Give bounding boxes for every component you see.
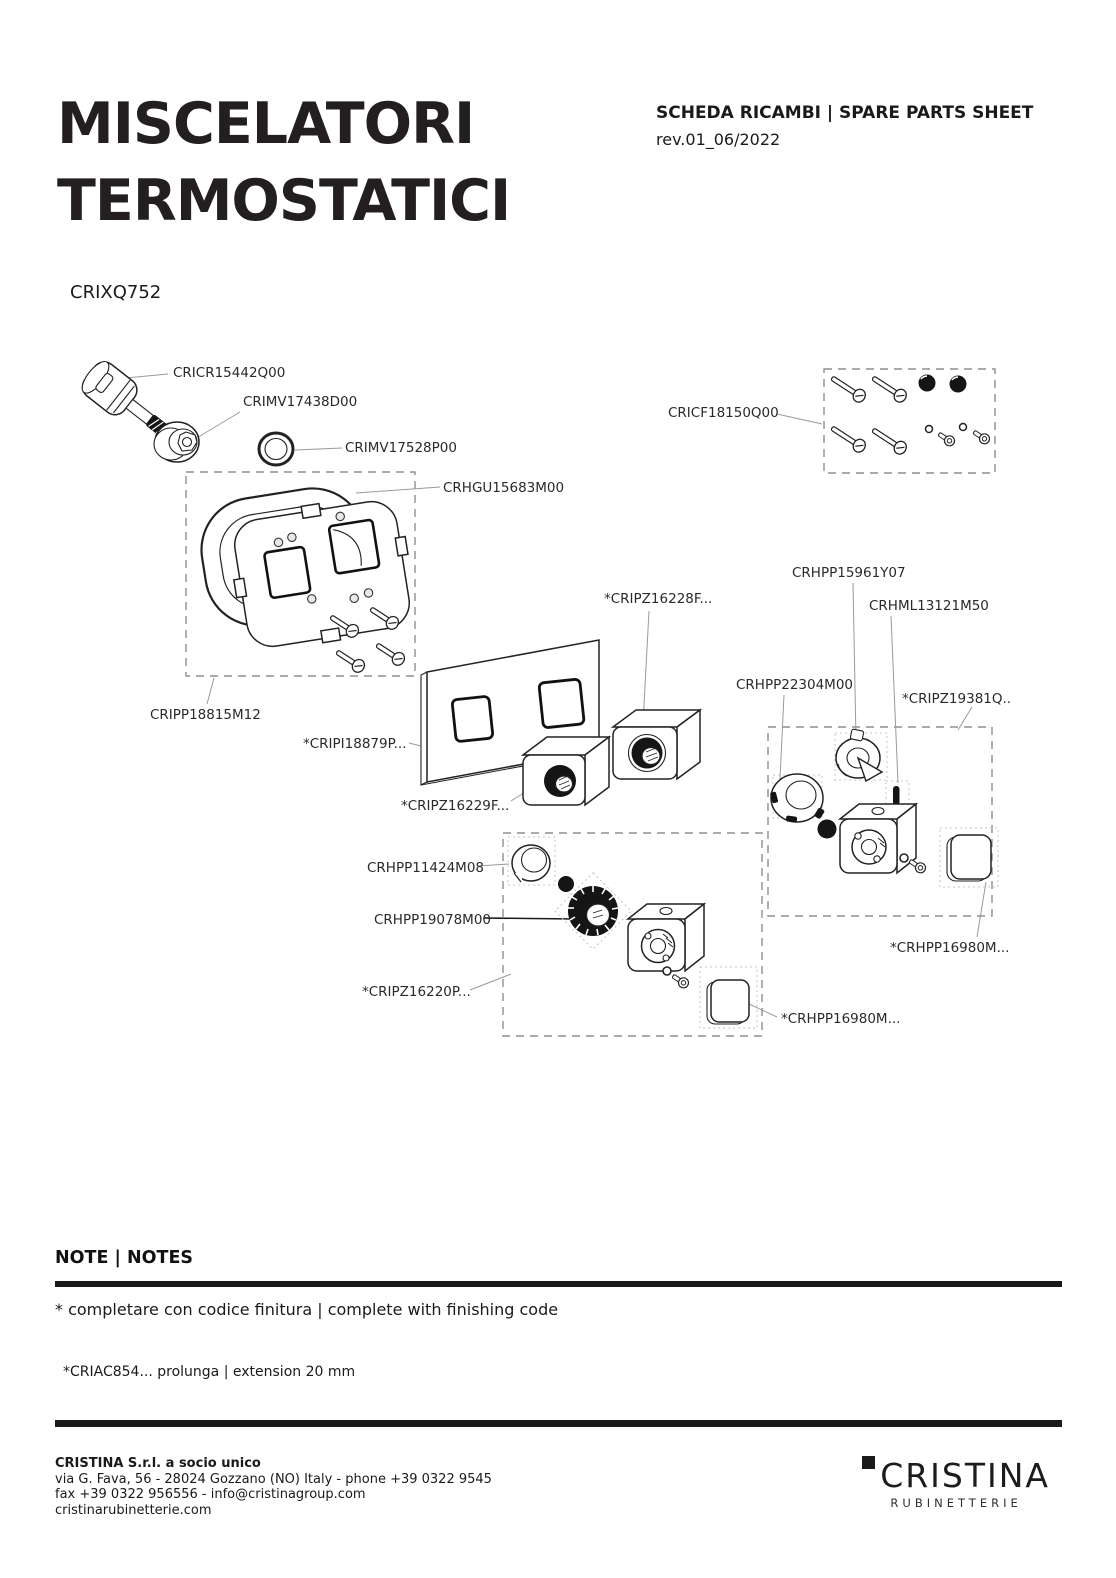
part-ribbed-disc bbox=[568, 886, 618, 936]
exploded-parts-diagram bbox=[0, 330, 1116, 1070]
part-square-cap-right bbox=[947, 835, 991, 881]
page-title bbox=[57, 86, 510, 240]
part-hexscrew-bottom bbox=[670, 972, 690, 990]
part-label-CRIPI18879P: *CRIPI18879P... bbox=[303, 736, 407, 752]
part-label-CRHPP22304M00: CRHPP22304M00 bbox=[736, 677, 854, 693]
part-seal-ring bbox=[259, 433, 293, 465]
notes-section bbox=[55, 1245, 1062, 1380]
logo-square-icon bbox=[862, 1456, 875, 1469]
part-disc-right bbox=[818, 820, 837, 839]
notes-heading: NOTE | NOTES bbox=[55, 1248, 194, 1268]
part-label-CRIMV17528P00: CRIMV17528P00 bbox=[345, 440, 457, 456]
part-label-CRHPP15961Y07: CRHPP15961Y07 bbox=[792, 565, 906, 581]
part-label-CRIPZ19381Q: *CRIPZ19381Q.. bbox=[902, 691, 1012, 707]
part-label-CRHPP16980M-bottom: *CRHPP16980M... bbox=[781, 1011, 901, 1027]
part-label-CRICR15442Q00: CRICR15442Q00 bbox=[173, 365, 286, 381]
part-ring-nut bbox=[154, 422, 199, 462]
part-handle-cube-16229 bbox=[523, 737, 609, 805]
part-clip bbox=[836, 729, 882, 781]
footer bbox=[55, 1456, 1062, 1518]
cristina-logo bbox=[862, 1456, 1050, 1510]
part-fixing-kit bbox=[828, 372, 991, 456]
part-disc-bottom bbox=[558, 876, 574, 892]
company-name: CRISTINA S.r.l. a socio unico bbox=[55, 1456, 261, 1471]
sheet-revision: rev.01_06/2022 bbox=[656, 130, 781, 149]
part-open-ring bbox=[512, 845, 550, 882]
notes-divider bbox=[55, 1281, 1062, 1287]
extension-note: *CRIAC854... prolunga | extension 20 mm bbox=[63, 1364, 356, 1380]
page-title-line2: TERMOSTATICI bbox=[57, 168, 511, 234]
part-body-cube-bottom bbox=[628, 904, 704, 971]
sheet-title: SCHEDA RICAMBI | SPARE PARTS SHEET bbox=[656, 103, 1034, 123]
product-code: CRIXQ752 bbox=[70, 282, 162, 303]
part-handle-cube-16228 bbox=[613, 710, 700, 779]
part-label-CRICF18150Q00: CRICF18150Q00 bbox=[668, 405, 779, 421]
finishing-code-note: * completare con codice finitura | complete with finishing code bbox=[55, 1300, 559, 1319]
sheet-info bbox=[656, 103, 1033, 149]
part-square-cap-bottom bbox=[707, 980, 749, 1024]
part-label-CRIPZ16220P: *CRIPZ16220P... bbox=[362, 984, 471, 1000]
part-label-CRIPP18815M12: CRIPP18815M12 bbox=[150, 707, 261, 723]
logo-text: CRISTINA bbox=[880, 1456, 1050, 1495]
company-website: cristinarubinetterie.com bbox=[55, 1502, 212, 1518]
part-oring-right bbox=[900, 854, 908, 862]
company-address: via G. Fava, 56 - 28024 Gozzano (NO) Italy - phone +39 0322 9545 bbox=[55, 1471, 492, 1487]
part-label-CRHPP16980M-right: *CRHPP16980M... bbox=[890, 940, 1010, 956]
part-mounting-plate bbox=[224, 491, 419, 655]
part-label-CRHGU15683M00: CRHGU15683M00 bbox=[443, 480, 565, 496]
part-label-CRHML13121M50: CRHML13121M50 bbox=[869, 598, 989, 614]
company-info bbox=[55, 1456, 492, 1518]
footer-divider bbox=[55, 1420, 1062, 1427]
company-contact: fax +39 0322 956556 - info@cristinagroup.com bbox=[55, 1487, 366, 1502]
part-label-CRHPP19078M00: CRHPP19078M00 bbox=[374, 912, 492, 928]
part-label-CRIMV17438D00: CRIMV17438D00 bbox=[243, 394, 358, 410]
part-label-CRHPP11424M08: CRHPP11424M08 bbox=[367, 860, 485, 876]
part-oring-bottom bbox=[663, 967, 671, 975]
part-notched-ring bbox=[770, 774, 825, 823]
logo-subtext: RUBINETTERIE bbox=[890, 1496, 1022, 1510]
part-label-CRIPZ16229F: *CRIPZ16229F... bbox=[401, 798, 510, 814]
group-box-fixing-kit bbox=[824, 369, 995, 473]
page-title-line1: MISCELATORI bbox=[57, 91, 475, 157]
part-label-CRIPZ16228F: *CRIPZ16228F... bbox=[604, 591, 713, 607]
